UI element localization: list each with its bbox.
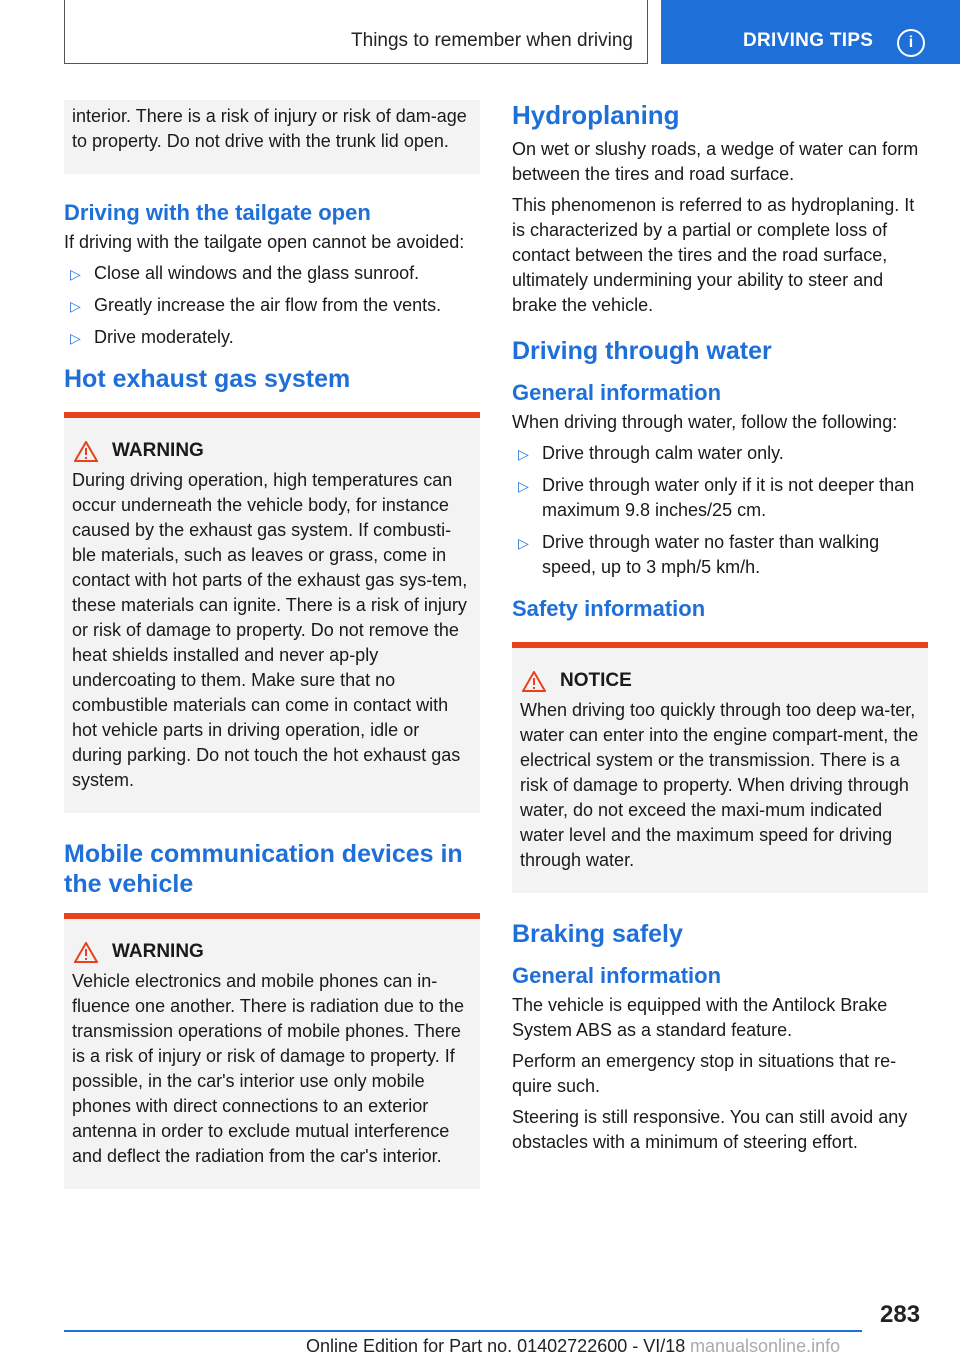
bullet-triangle-icon: ▷ bbox=[70, 330, 81, 346]
footer-divider bbox=[64, 1330, 862, 1332]
mobile-warning-text: Vehicle electronics and mobile phones can in‐fluence one another. There is radiation due to the transmission operations of mobile phones. There is a risk of injury or risk of damage to property. If possible, in the car's interior use only mobile phones with direct connections to an exterior antenna in order to exclude mutual interference and deflect the radiation from the car's interior. bbox=[72, 971, 464, 1166]
header-section-title: Things to remember when driving bbox=[351, 30, 633, 51]
tailgate-intro: If driving with the tailgate open cannot be avoided: bbox=[64, 232, 465, 252]
notice-header bbox=[520, 670, 920, 692]
braking-heading: Braking safely bbox=[512, 920, 683, 948]
footer-edition: Online Edition for Part no. 01402722600 - VI/18 bbox=[306, 1336, 686, 1356]
bullet-triangle-icon: ▷ bbox=[70, 298, 81, 314]
exhaust-warning-text: During driving operation, high temperatures can occur underneath the vehicle body, for instance caused by the exhaust gas system. If combusti‐ble materials, such as leaves or grass, come in contact with hot parts of the exhaust gas sys‐tem, these materials can ignite. There is a risk of injury or risk of damage to property. Do not remove the heat shields installed and never ap‐ply undercoating to them. Make sure that no combustible materials can come in contact with hot vehicle parts in driving operation, idle or during parking. Do not touch the hot exhaust gas system. bbox=[72, 470, 468, 790]
footer-watermark: manualsonline.info bbox=[690, 1336, 841, 1356]
warning-label: WARNING bbox=[112, 440, 204, 461]
list-item: ▷ Close all windows and the glass sunroof. bbox=[64, 261, 480, 286]
tailgate-section bbox=[64, 200, 480, 350]
notice-text: When driving too quickly through too deep wa‐ter, water can enter into the engine compart‐ment, the electrical system or the transmission. There is a risk of damage to property. When driving through water, do not exceed the maxi‐mum indicated water level and the maximum speed for driving through water. bbox=[520, 700, 919, 870]
bullet-triangle-icon: ▷ bbox=[518, 478, 529, 494]
hydroplaning-para-1: On wet or slushy roads, a wedge of water can form between the tires and road surface. bbox=[512, 139, 919, 184]
notice-box bbox=[512, 642, 928, 893]
water-list bbox=[512, 441, 928, 580]
warning-triangle-icon bbox=[74, 441, 98, 462]
braking-subheading: General information bbox=[512, 963, 722, 988]
left-column bbox=[64, 100, 480, 1189]
braking-para-2: Perform an emergency stop in situations that re‐quire such. bbox=[512, 1051, 897, 1096]
hydroplaning-heading: Hydroplaning bbox=[512, 100, 680, 130]
continued-warning-box bbox=[64, 100, 480, 174]
bullet-triangle-icon: ▷ bbox=[518, 446, 529, 462]
tailgate-list bbox=[64, 261, 480, 350]
list-item: ▷ Drive through calm water only. bbox=[512, 441, 928, 466]
header-chapter-title: DRIVING TIPS bbox=[743, 30, 874, 51]
bullet-triangle-icon: ▷ bbox=[518, 535, 529, 551]
water-subheading: General information bbox=[512, 380, 722, 405]
water-heading: Driving through water bbox=[512, 337, 772, 365]
bullet-triangle-icon: ▷ bbox=[70, 266, 81, 282]
braking-para-1: The vehicle is equipped with the Antilock Brake System ABS as a standard feature. bbox=[512, 995, 888, 1040]
mobile-heading: Mobile communication devices in the vehicle bbox=[64, 840, 463, 898]
tailgate-heading: Driving with the tailgate open bbox=[64, 200, 371, 225]
page-number: 283 bbox=[880, 1301, 921, 1328]
hydroplaning-para-2: This phenomenon is referred to as hydroplaning. It is characterized by a partial or complete loss of contact between the tires and the road surface, ultimately undermining your ability to steer and brake the vehicle. bbox=[512, 195, 915, 315]
warning-label: WARNING bbox=[112, 941, 204, 962]
warning-header bbox=[72, 941, 472, 963]
list-item: ▷ Drive through water no faster than walking speed, up to 3 mph/5 km/h. bbox=[518, 532, 880, 577]
header-section-box bbox=[64, 0, 648, 64]
warning-triangle-icon bbox=[522, 671, 546, 692]
exhaust-warning-box bbox=[64, 412, 480, 813]
info-icon: i bbox=[897, 29, 925, 57]
braking-para-3: Steering is still responsive. You can still avoid any obstacles with a minimum of steering effort. bbox=[512, 1107, 908, 1152]
warning-triangle-icon bbox=[74, 942, 98, 963]
continued-warning-text: interior. There is a risk of injury or risk of dam‐age to property. Do not drive with the trunk lid open. bbox=[72, 106, 467, 151]
list-item: ▷ Drive moderately. bbox=[64, 325, 480, 350]
warning-header bbox=[72, 440, 472, 462]
mobile-warning-box bbox=[64, 913, 480, 1189]
exhaust-heading: Hot exhaust gas system bbox=[64, 365, 351, 393]
water-intro: When driving through water, follow the following: bbox=[512, 412, 898, 432]
header-chapter-tab bbox=[661, 0, 960, 64]
list-item: ▷ Drive through water only if it is not deeper than maximum 9.8 inches/25 cm. bbox=[518, 475, 915, 520]
notice-label: NOTICE bbox=[560, 670, 632, 691]
right-column bbox=[512, 100, 928, 1161]
list-item: ▷ Greatly increase the air flow from the vents. bbox=[64, 293, 480, 318]
safety-heading: Safety information bbox=[512, 596, 706, 621]
